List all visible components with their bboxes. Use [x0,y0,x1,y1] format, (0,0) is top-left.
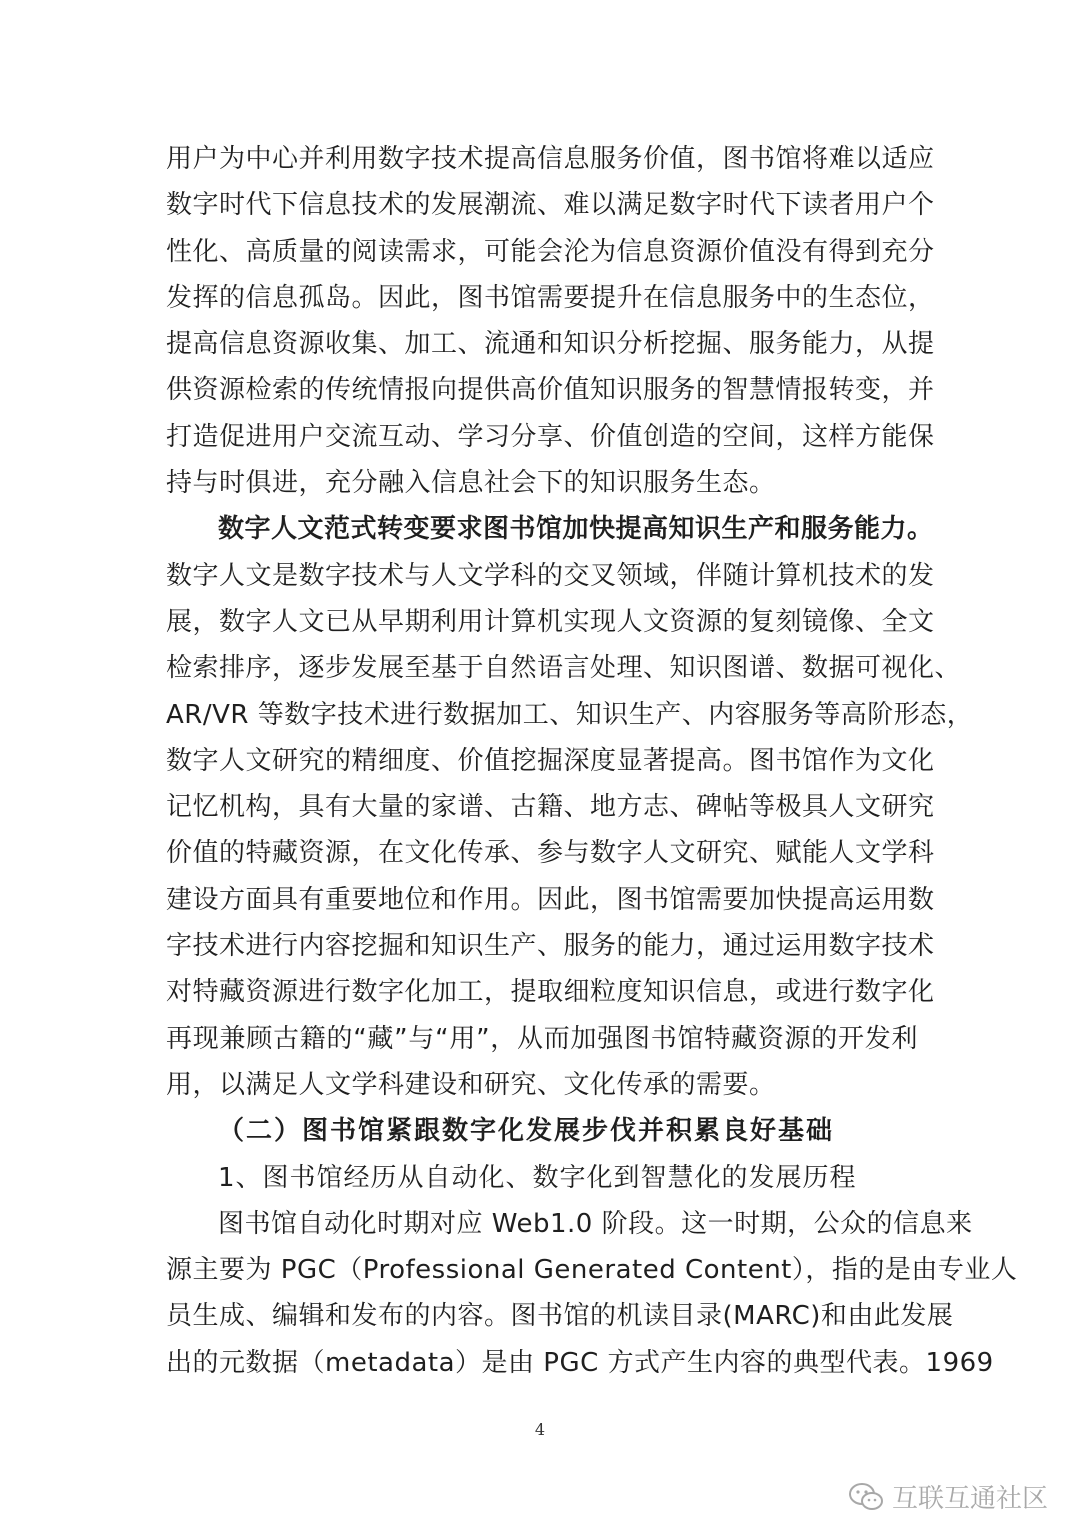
section-heading: （二）图书馆紧跟数字化发展步伐并积累良好基础 [218,1116,835,1147]
text-line: 持与时俱进，充分融入信息社会下的知识服务生态。 [166,468,776,499]
text-line: 展，数字人文已从早期利用计算机实现人文资源的复刻镜像、全文 [166,606,935,637]
subsection-heading: 1、图书馆经历从自动化、数字化到智慧化的发展历程 [218,1162,857,1193]
text-line: AR/VR 等数字技术进行数据加工、知识生产、内容服务等高阶形态， [166,699,974,730]
text-line: 建设方面具有重要地位和作用。因此，图书馆需要加快提高运用数 [166,884,935,915]
text-line: 用，以满足人文学科建设和研究、文化传承的需要。 [166,1069,776,1100]
watermark [848,1478,1048,1515]
text-line: 图书馆自动化时期对应 Web1.0 阶段。这一时期，公众的信息来 [218,1208,973,1239]
paragraph-lead: 数字人文范式转变要求图书馆加快提高知识生产和服务能力。 [218,514,934,545]
text-line: 数字人文研究的精细度、价值挖掘深度显著提高。图书馆作为文化 [166,745,935,776]
text-line: 性化、高质量的阅读需求，可能会沦为信息资源价值没有得到充分 [166,236,935,267]
text-line: 对特藏资源进行数字化加工，提取细粒度知识信息，或进行数字化 [166,977,935,1008]
text-line: 提高信息资源收集、加工、流通和知识分析挖掘、服务能力，从提 [166,329,935,360]
text-line: 发挥的信息孤岛。因此，图书馆需要提升在信息服务中的生态位， [166,282,935,313]
text-line: 价值的特藏资源，在文化传承、参与数字人文研究、赋能人文学科 [166,838,935,869]
text-line: 打造促进用户交流互动、学习分享、价值创造的空间，这样方能保 [166,421,935,452]
text-line: 字技术进行内容挖掘和知识生产、服务的能力，通过运用数字技术 [166,931,935,962]
text-line: 检索排序，逐步发展至基于自然语言处理、知识图谱、数据可视化、 [166,653,962,684]
watermark-text: 互联互通社区 [891,1484,1048,1514]
text-line: 数字时代下信息技术的发展潮流、难以满足数字时代下读者用户个 [166,190,935,221]
text-line: 记忆机构，具有大量的家谱、古籍、地方志、碑帖等极具人文研究 [166,792,935,823]
text-line: 员生成、编辑和发布的内容。图书馆的机读目录(MARC)和由此发展 [166,1301,954,1332]
text-line: 数字人文是数字技术与人文学科的交叉领域，伴随计算机技术的发 [166,560,935,591]
document-body [166,136,1018,1386]
text-line: 供资源检索的传统情报向提供高价值知识服务的智慧情报转变，并 [166,375,935,406]
wechat-icon [848,1482,884,1512]
text-line: 再现兼顾古籍的“藏”与“用”，从而加强图书馆特藏资源的开发利 [166,1023,918,1054]
text-line: 用户为中心并利用数字技术提高信息服务价值，图书馆将难以适应 [166,144,935,174]
text-line: 源主要为 PGC（Professional Generated Content），指的是由专业人 [166,1255,1018,1286]
page-number: 4 [534,1420,546,1439]
text-line: 出的元数据（metadata）是由 PGC 方式产生内容的典型代表。1969 [166,1347,994,1378]
